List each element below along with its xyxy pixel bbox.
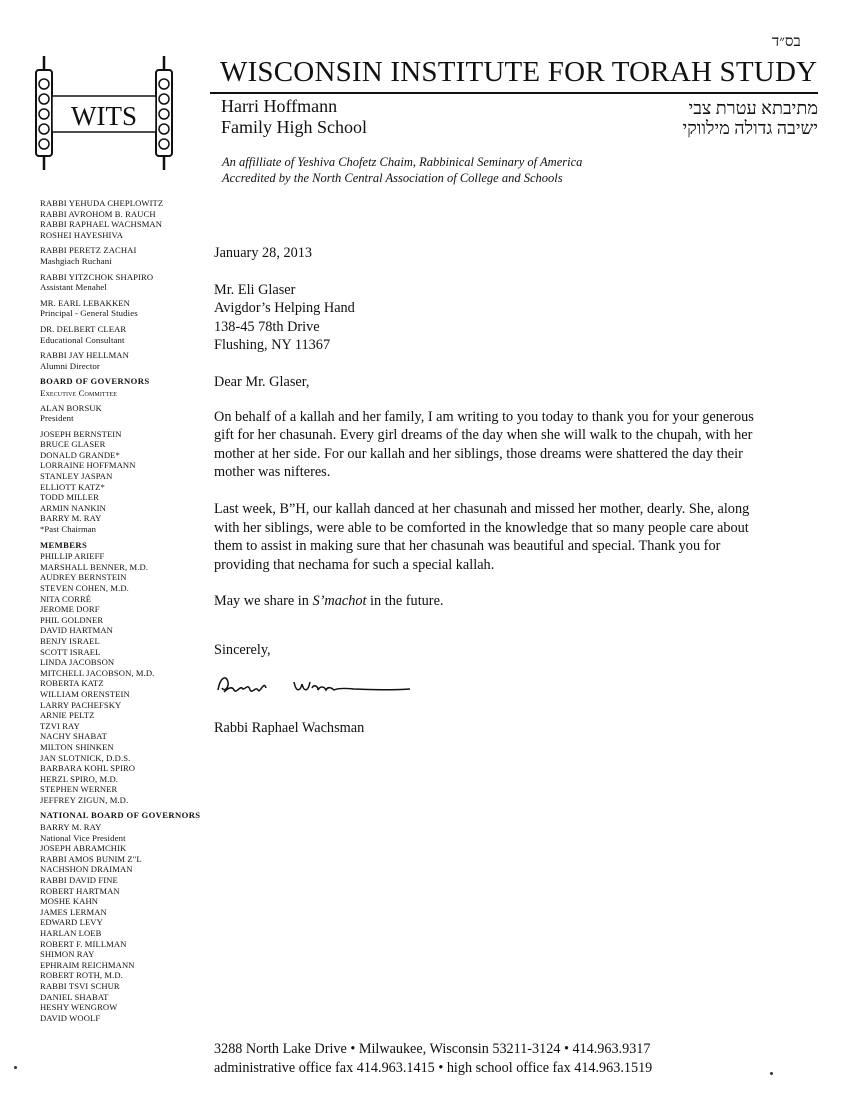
header-rule <box>210 92 818 94</box>
president-entry <box>40 403 205 424</box>
staff-role: Mashgiach Ruchani <box>40 255 112 266</box>
staff-role: Assistant Menahel <box>40 282 107 293</box>
list-item: RABBI AMOS BUNIM Z"L <box>40 853 142 864</box>
list-item: WILLIAM ORENSTEIN <box>40 688 130 699</box>
handwritten-signature <box>214 668 414 702</box>
president-role: President <box>40 413 74 424</box>
list-item: BARRY M. RAY <box>40 513 102 524</box>
hebrew-line2: ישיבה גדולה מילווקי <box>682 118 818 138</box>
affiliation <box>222 154 582 186</box>
president-name: ALAN BORSUK <box>40 402 102 413</box>
list-item: BARBARA KOHL SPIRO <box>40 763 136 774</box>
scan-speck <box>770 1072 773 1075</box>
list-item: MARSHALL BENNER, M.D. <box>40 561 149 572</box>
paragraph-3-italic: S’machot <box>312 593 367 610</box>
list-item: RABBI TSVI SCHUR <box>40 980 120 991</box>
list-item: MILTON SHINKEN <box>40 741 114 752</box>
footer-line1: 3288 North Lake Drive • Milwaukee, Wisconsin 53211-3124 • 414.963.9317 <box>214 1041 651 1057</box>
affiliation-line1: An affilliate of Yeshiva Chofetz Chaim, Rabbinical Seminary of America <box>222 155 583 169</box>
staff-role: Educational Consultant <box>40 334 125 345</box>
list-item: DAVID WOOLF <box>40 1012 101 1023</box>
sidebar <box>40 198 205 1023</box>
affiliation-line2: Accredited by the North Central Association of College and Schools <box>222 171 563 185</box>
staff-entry <box>40 245 205 266</box>
list-item: EDWARD LEVY <box>40 917 103 928</box>
list-item: JAN SLOTNICK, D.D.S. <box>40 752 131 763</box>
wits-scroll-logo <box>34 54 174 172</box>
letter-paragraph-3 <box>214 592 774 611</box>
list-item: AUDREY BERNSTEIN <box>40 572 127 583</box>
letter-body <box>214 244 774 660</box>
roshei-title: ROSHEI HAYESHIVA <box>40 229 124 240</box>
staff-name: DR. DELBERT CLEAR <box>40 323 127 334</box>
paragraph-3-text: May we share in <box>214 593 313 610</box>
roshei-group <box>40 198 205 240</box>
letter-date: January 28, 2013 <box>214 245 313 261</box>
staff-entry <box>40 272 205 293</box>
list-item: ARMIN NANKIN <box>40 502 106 513</box>
list-item: MITCHELL JACOBSON, M.D. <box>40 667 155 678</box>
list-item: SCOTT ISRAEL <box>40 646 101 657</box>
national-chair-name: BARRY M. RAY <box>40 822 102 833</box>
school-name-line1: Harri Hoffmann <box>221 96 338 116</box>
rosh-name: RABBI AVROHOM B. RAUCH <box>40 208 156 219</box>
list-item: MOSHE KAHN <box>40 896 99 907</box>
staff-name: MR. EARL LEBAKKEN <box>40 297 130 308</box>
rosh-name: RABBI YEHUDA CHEPLOWITZ <box>40 198 164 208</box>
list-item: ARNIE PELTZ <box>40 710 95 721</box>
paragraph-3-text-end: in the future. <box>366 593 444 610</box>
list-item: ROBERT HARTMAN <box>40 885 120 896</box>
address-line: Flushing, NY 11367 <box>214 337 331 354</box>
address-line: Mr. Eli Glaser <box>214 281 296 298</box>
list-item: STEVEN COHEN, M.D. <box>40 583 129 593</box>
list-item: ELLIOTT KATZ* <box>40 481 105 492</box>
national-members-list <box>40 843 205 1023</box>
scan-speck <box>14 1066 17 1069</box>
hebrew-school-name <box>630 98 818 138</box>
list-item: JAMES LERMAN <box>40 906 107 917</box>
logo-text: WITS <box>71 101 137 131</box>
list-item: LINDA JACOBSON <box>40 657 115 668</box>
footer-address <box>214 1040 652 1078</box>
list-item: BENJY ISRAEL <box>40 635 100 646</box>
list-item: NITA CORRÉ <box>40 593 92 604</box>
list-item: HARLAN LOEB <box>40 928 102 938</box>
salutation: Dear Mr. Glaser, <box>214 373 310 390</box>
list-item: JOSEPH BERNSTEIN <box>40 428 122 439</box>
staff-entry <box>40 350 205 371</box>
list-item: ROBERT ROTH, M.D. <box>40 970 123 981</box>
list-item: BRUCE GLASER <box>40 439 106 450</box>
list-item: TZVI RAY <box>40 720 80 731</box>
staff-name: RABBI JAY HELLMAN <box>40 350 129 361</box>
address-line: 138-45 78th Drive <box>214 318 320 335</box>
list-item: LORRAINE HOFFMANN <box>40 460 136 471</box>
list-item: NACHY SHABAT <box>40 731 108 742</box>
staff-name: RABBI PERETZ ZACHAI <box>40 245 137 256</box>
school-name-line2: Family High School <box>221 117 368 137</box>
staff-role: Alumni Director <box>40 360 100 371</box>
past-chairman-note: *Past Chairman <box>40 524 97 535</box>
list-item: PHILLIP ARIEFF <box>40 551 105 562</box>
list-item: RABBI DAVID FINE <box>40 875 118 886</box>
list-item: ROBERT F. MILLMAN <box>40 938 127 949</box>
list-item: EPHRAIM REICHMANN <box>40 959 135 970</box>
exec-heading: Executive Committee <box>40 387 117 398</box>
rosh-name: RABBI RAPHAEL WACHSMAN <box>40 219 163 230</box>
recipient-address <box>214 281 774 355</box>
list-item: ROBERTA KATZ <box>40 678 104 689</box>
list-item: HESHY WENGROW <box>40 1002 118 1013</box>
list-item: HERZL SPIRO, M.D. <box>40 773 119 784</box>
staff-role: Principal - General Studies <box>40 308 138 319</box>
list-item: DAVID HARTMAN <box>40 625 113 636</box>
list-item: STEPHEN WERNER <box>40 784 118 795</box>
list-item: DONALD GRANDE* <box>40 449 120 460</box>
list-item: DANIEL SHABAT <box>40 991 109 1002</box>
list-item: LARRY PACHEFSKY <box>40 699 122 710</box>
school-name <box>221 96 367 138</box>
staff-entry <box>40 298 205 319</box>
members-heading: MEMBERS <box>40 539 88 550</box>
hebrew-line1: מתיבתא עטרת צבי <box>688 98 818 118</box>
address-line: Avigdor’s Helping Hand <box>214 300 355 317</box>
list-item: SHIMON RAY <box>40 949 95 960</box>
closing: Sincerely, <box>214 641 271 658</box>
institution-title: WISCONSIN INSTITUTE FOR TORAH STUDY <box>220 56 818 88</box>
members-list <box>40 551 205 805</box>
list-item: PHIL GOLDNER <box>40 614 104 625</box>
list-item: JOSEPH ABRAMCHIK <box>40 843 127 854</box>
list-item: JEFFREY ZIGUN, M.D. <box>40 794 129 805</box>
bsd-mark: בס״ד <box>772 34 801 50</box>
letter-paragraph-1: On behalf of a kallah and her family, I am writing to you today to thank you for your generous gift for her chasunah. Every girl dreams of the day when she will walk to the chupah, with her mother at her side. For our kallah and her siblings, those dreams were shattered the day their mother was nifteres. <box>214 408 754 481</box>
list-item: JEROME DORF <box>40 604 100 615</box>
exec-members <box>40 429 205 535</box>
footer-line2: administrative office fax 414.963.1415 • high school office fax 414.963.1519 <box>214 1060 653 1076</box>
staff-entry <box>40 324 205 345</box>
national-chair-role: National Vice President <box>40 832 126 843</box>
national-board-heading: NATIONAL BOARD OF GOVERNORS <box>40 810 201 821</box>
staff-name: RABBI YITZCHOK SHAPIRO <box>40 271 154 282</box>
board-heading: BOARD OF GOVERNORS <box>40 376 150 387</box>
list-item: NACHSHON DRAIMAN <box>40 864 133 875</box>
letter-paragraph-2: Last week, B”H, our kallah danced at her chasunah and missed her mother, dearly. She, along with her siblings, were able to be comforted in the knowledge that so many people care about them to assist in making sure that her chasunah was beautiful and special. Thank you for providing that nechama for such a special kallah. <box>214 500 750 573</box>
list-item: TODD MILLER <box>40 492 99 503</box>
signatory-name: Rabbi Raphael Wachsman <box>214 720 365 736</box>
list-item: STANLEY JASPAN <box>40 471 113 482</box>
